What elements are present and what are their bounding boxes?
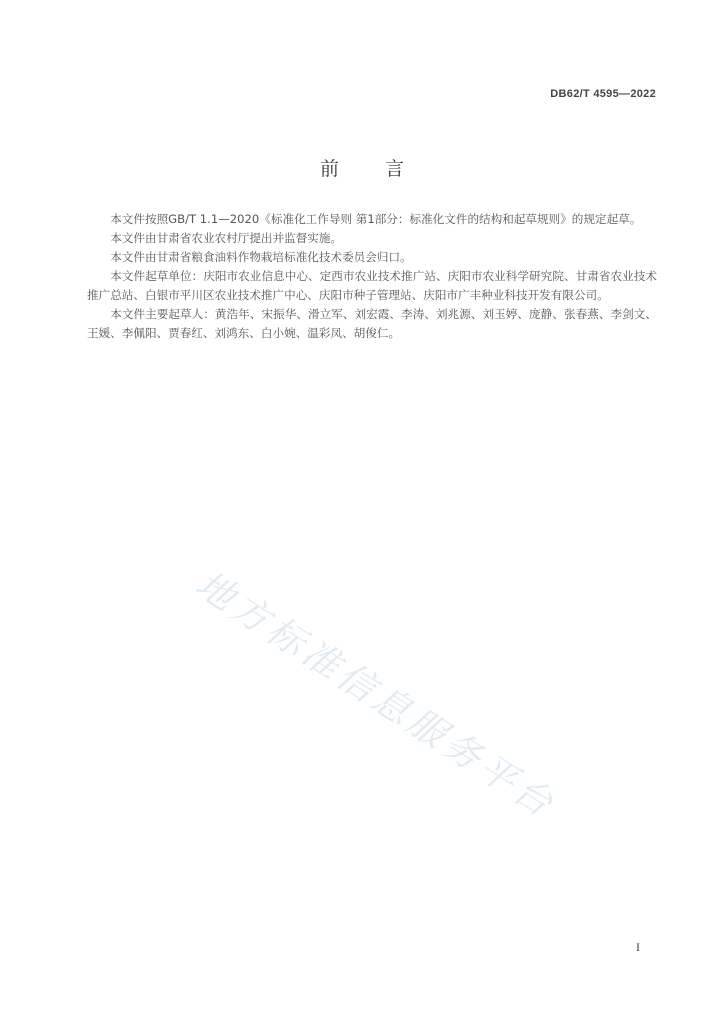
paragraph-drafting-rules: 本文件按照GB/T 1.1—2020《标准化工作导则 第1部分：标准化文件的结构和起草规则》的规定起草。 (110, 212, 642, 226)
standard-code: DB62/T 4595—2022 (550, 88, 656, 100)
watermark: 地方标准信息服务平台 (188, 562, 564, 828)
page-number: I (636, 940, 640, 954)
paragraph-drafting-units: 本文件起草单位：庆阳市农业信息中心、定西市农业技术推广站、庆阳市农业科学研究院、甘肃省农业技术推广总站、白银市平川区农业技术推广中心、庆阳市种子管理站、庆阳市广丰种业科技开发有限公司。 (87, 269, 657, 302)
paragraph-committee: 本文件由甘肃省粮食油料作物栽培标准化技术委员会归口。 (110, 250, 412, 264)
paragraph-proposer: 本文件由甘肃省农业农村厅提出并监督实施。 (110, 231, 343, 245)
paragraph-drafters: 本文件主要起草人：黄浩年、宋振华、滑立军、刘宏霞、李涛、刘兆源、刘玉婷、庞静、张春燕、李剑文、王媛、李佩阳、贾春红、刘鸿东、白小婉、温彩凤、胡俊仁。 (87, 307, 657, 340)
foreword-body (87, 210, 657, 343)
section-title: 前言 (319, 158, 450, 180)
